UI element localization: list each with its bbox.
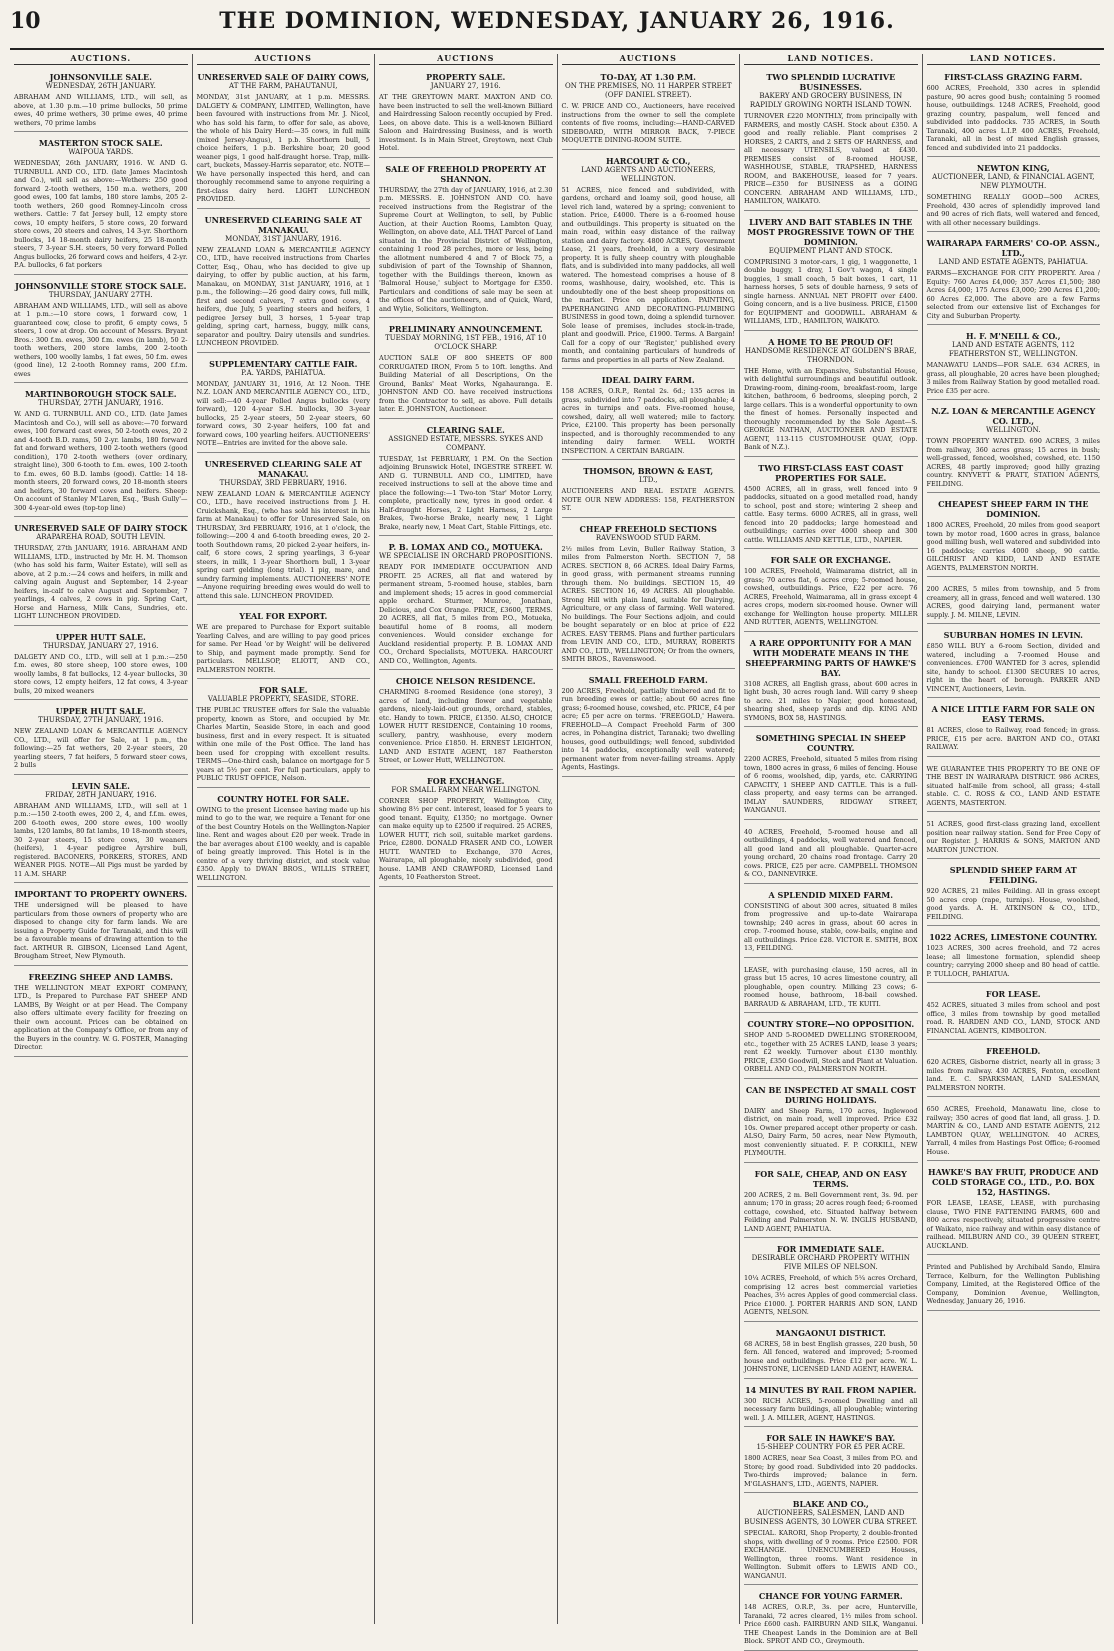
ad-title: P. B. LOMAX AND CO., MOTUEKA. (388, 542, 543, 552)
advertisement (744, 730, 918, 820)
ad-title: JOHNSONVILLE STORE STOCK SALE. (15, 280, 187, 291)
ad-title: SMALL FREEHOLD FARM. (588, 674, 708, 685)
advertisement (744, 1166, 918, 1239)
ad-body: READY FOR IMMEDIATE OCCUPATION AND PROFIT. 25 ACRES, all flat and watered by permanent stream, 5-roomed house, stables, barn and implement sheds; 15 acres in good commercial apple orchard. Sturmer, Munroe, Jonathan, Delicious, and Cox Orange. PRICE, £3600, TERMS. 20 ACRES, all flat, 5 miles from P.O., Motueka, beautiful home of 8 rooms, all modern conveniences. Would consider exchange for Auckland residential property. P. B. LOMAX AND CO., Orchard Specialists, MOTUEKA. HARCOURT AND CO., Wellington, Agents. (379, 563, 553, 665)
ad-sub: EQUIPMENT PLANT AND STOCK. (768, 246, 893, 255)
ad-title: TO-DAY, AT 1.30 P.M. (600, 72, 696, 82)
masthead (10, 8, 1104, 50)
advertisement (927, 986, 1101, 1040)
advertisement (927, 1258, 1101, 1311)
ad-sub: P.A. YARDS, PAHIATUA. (241, 368, 326, 377)
ad-body: 1800 ACRES, Freehold, 20 miles from good seaport town by motor road, 1600 acres in grass, balance good milling bush, well watered and subdivided into 16 paddocks; carries 4000 sheep, 90 cattle. GILCHRIST AND KIDD, LAND AND ESTATE AGENTS, PALMERSTON NORTH. (926, 521, 1100, 572)
advertisement (744, 1430, 918, 1493)
ad-title: JOHNSONVILLE SALE. (49, 72, 152, 82)
ad-sub: LTD., (638, 476, 658, 484)
ad-sub: LAND AGENTS AND AUCTIONEERS, WELLINGTON. (581, 165, 716, 183)
ad-body: AUCTIONEERS AND REAL ESTATE AGENTS. NOTE OUR NEW ADDRESS: 158, FEATHERSTON ST. (561, 487, 735, 512)
advertisement (14, 886, 188, 966)
ad-title: HARCOURT & CO., (606, 155, 691, 166)
ad-title: CHEAPEST SHEEP FARM IN THE DOMINION. (938, 499, 1089, 519)
ad-title: PRELIMINARY ANNOUNCEMENT. (388, 324, 543, 334)
ad-body: COMPRISING 3 motor-cars, 1 gig, 1 waggonette, 1 double buggy, 1 dray, 1 Gov't wagon, 4 single buggies, 1 small coach, 5 bait boxes, 1 cart, 11 harness horses, 5 sets of double harness, 9 sets of single harness. ANNUAL NET PROFIT over £400. Going concern, and is a live business. PRICE, £1500 for EQUIPMENT and GOODWILL. ABRAHAM & WILLIAMS, LTD., HAMILTON, WAIKATO. (744, 257, 918, 325)
ad-sub: WE SPECIALISE IN ORCHARD PROPOSITIONS. (379, 552, 553, 560)
advertisement (927, 929, 1101, 983)
ad-body: C. W. PRICE AND CO., Auctioneers, have received instructions from the owner to sell the complete contents of five rooms, including:—HAND-CARVED SIDEBOARD, WITH MIRROR BACK, 7-PIECE MOQUETTE DINING-ROOM SUITE. (561, 102, 735, 144)
ad-body: DAIRY and Sheep Farm, 170 acres, Inglewood district, on main road, well improved. Price £32 10s. Owner prepared accept other property or cash. ALSO, Dairy Farm, 50 acres, near New Plymouth, most conveniently situated. F. P. CORKILL, NEW PLYMOUTH. (744, 1106, 918, 1157)
ad-body: FOR LEASE, LEASE, LEASE, with purchasing clause, TWO FINE FATTENING FARMS, 600 and 800 acres respectively, situated progressive centre of Waikato, nice railway and within easy distance of railhead. MILBURN AND CO., 39 QUEEN STREET, AUCKLAND. (926, 1199, 1100, 1250)
ad-body: CONSISTING of about 300 acres, situated 8 miles from progressive and up-to-date Wairarapa township; 240 acres in grass, about 60 acres in crop. 7-roomed house, stable, cow-bails, engine and all outbuildings. Price £28. VICTOR E. SMITH, BOX 13, FEILDING. (744, 901, 918, 952)
ad-title: UNRESERVED CLEARING SALE AT MANAKAU. (204, 458, 362, 479)
ad-title: IDEAL DAIRY FARM. (601, 375, 695, 385)
ad-body: 200 ACRES, 5 miles from township, and 5 from creamery, all in grass, fenced and well watered. 130 ACRES, good dairying land, permanent water supply. J. M. MILNE, LEVIN. (926, 585, 1100, 619)
ad-body: 40 ACRES, Freehold, 5-roomed house and all outbuildings, 4 paddocks, well watered and fenced, all good land and all ploughable. Quarter-acre young orchard, 20 chains road frontage. Carry 20 cows. PRICE, £25 per acre. CAMPBELL THOMSON & CO., DANNEVIRKE. (744, 827, 918, 878)
ad-title: THOMSON, BROWN & EAST, (583, 466, 714, 476)
ad-title: LIVERY AND BAIT STABLES IN THE MOST PROGRESSIVE TOWN OF THE DOMINION. (747, 216, 915, 247)
ad-sub: 15-SHEEP COUNTRY FOR £5 PER ACRE. (756, 1443, 906, 1451)
ad-body: THE PUBLIC TRUSTEE offers for Sale the valuable property, known as Store, and occupied by Mr. Charles Martin, Seaside Store, in each and good business, first and in every respect. It is situated within one mile of the Post Office. The land has been used for cropping with excellent results. TERMS—One-third cash, balance on mortgage for 5 years at 5½ per cent. For full particulars, apply to PUBLIC TRUST OFFICE, Nelson. (196, 706, 370, 782)
ad-title: CHOICE NELSON RESIDENCE. (395, 676, 536, 686)
ad-title: FOR IMMEDIATE SALE. (777, 1244, 885, 1254)
ad-title: FOR SALE. (258, 685, 308, 695)
ad-title: UNRESERVED CLEARING SALE AT MANAKAU. (204, 214, 362, 235)
ad-sub: AUCTIONEER, LAND, & FINANCIAL AGENT, NEW PLYMOUTH. (932, 173, 1095, 190)
column-5 (740, 53, 923, 1645)
ad-body: Printed and Published by Archibald Sando, Elmira Terrace, Kelburn, for the Wellington Publishing Company, Limited, at the Registered Office of the Company, Dominion Avenue, Wellington, Wednesday, January 26, 1916. (926, 1263, 1100, 1305)
advertisement (927, 1164, 1101, 1255)
ad-body: WEDNESDAY, 26th JANUARY, 1916. W. AND G. TURNBULL AND CO., LTD. (late James Macintosh and Co.), will sell as above:—Wethers: 250 good forward 2-tooth wethers, 150 m.a. wethers, 200 good ewes, 100 fat lambs, 180 store lambs, 205 2-tooth wethers, 260 good Romney-Lincoln cross wethers. Cattle: 7 fat Jersey bull, 12 empty store cows, 10 empty heifers, 5 store cows, 20 forward store cows, 20 steers and calves, 14 3-yr. Shorthorn bullocks, 14 18-month dairy heifers, 25 18-month steers, 7 3-year S.H. steers, 50 very forward Polled Angus bullocks, 26 forward cows and heifers, 4 2-yr. P.A. bullocks, 6 fat porkers (14, 159, 188, 269)
ad-sub: WAIPOUA YARDS. (68, 148, 134, 156)
advertisement (927, 496, 1101, 577)
ad-title: UNRESERVED SALE OF DAIRY COWS, (197, 72, 370, 82)
advertisement (197, 682, 371, 788)
ad-title: SUBURBAN HOMES IN LEVIN. (943, 630, 1083, 640)
advertisement (14, 520, 188, 626)
ad-sub: THURSDAY, JANUARY 27TH. (48, 290, 153, 299)
ad-title: UPPER HUTT SALE. (55, 631, 146, 642)
ad-sub: MONDAY, 31ST JANUARY, 1916. (225, 234, 342, 243)
ad-body: 452 ACRES, situated 3 miles from school and post office, 3 miles from township by good metalled road. R. HARDEN AND CO., LAND, STOCK AND FINANCIAL AGENTS, KIMBOLTON. (926, 1001, 1100, 1035)
ad-sub: ON THE PREMISES, NO. 11 HARPER STREET (OFF DANIEL STREET). (564, 82, 732, 99)
ad-sub: WEDNESDAY, 26TH JANUARY. (45, 82, 156, 90)
ad-sub: THURSDAY, 27TH JANUARY, 1916. (38, 716, 164, 724)
ad-sub: JANUARY 27, 1916. (430, 82, 501, 90)
ad-title: FOR SALE OR EXCHANGE. (770, 555, 891, 565)
ad-title: FOR SALE IN HAWKE'S BAY. (766, 1433, 896, 1443)
ad-body: OWING to the present Licensee having made up his mind to go to the war, we require a Tenant for one of the best Country Hotels on the Wellington-Napier line. Rent and wages about £20 per week. Trade in the bar averages about £100 weekly, and is capable of being greatly improved. This Hotel is in the centre of a very thriving district, and stock value £350. Apply to DWAN BROS., WILLIS STREET, WELLINGTON. (196, 805, 370, 882)
ad-body: TUESDAY, 1st FEBRUARY, 1 P.M. On the Section adjoining Brunswick Hotel, INGESTRE STREET. W. AND G. TURNBULL AND CO., LIMITED, have received instructions to sell at the above time and place the following:—1 Two-ton 'Star' Motor Lorry, complete, practically new, tyres in good order. 4 Half-draught Horses, 2 Light Harness, 2 Large Brakes, Two-horse Brake, nearly new, 1 Light Brake, nearly new, 1 Meat Cart, Stable Fittings, etc. (379, 454, 553, 531)
ad-body: 51 ACRES, good first-class grazing land, excellent position near railway station. Send for Free Copy of our Register. J. HARRIS & SONS, MARTON AND MARTON JUNCTION. (926, 820, 1100, 854)
ad-body: 10¼ ACRES, Freehold, of which 5¼ acres Orchard, comprising 12 acres best commercial varieties Peaches, 3½ acres Apples of good commercial class. Price £1000. J. PORTER HARRIS AND SON, LAND AGENTS, NELSON. (744, 1274, 918, 1316)
advertisement (562, 521, 736, 669)
ad-title: FREEZING SHEEP AND LAMBS. (28, 971, 173, 982)
ad-title: BLAKE AND CO., (792, 1499, 869, 1509)
ad-title: COUNTRY HOTEL FOR SALE. (217, 793, 350, 804)
ad-body: 68 ACRES, 58 in best English grasses, 220 bush, 50 fern. All fenced, watered and improved; 5-roomed house and outbuildings. Price £12 per acre. W. L. JOHNSTONE, LICENSED LAND AGENT, HAWERA. (744, 1339, 918, 1373)
ad-title: SOMETHING SPECIAL IN SHEEP COUNTRY. (755, 733, 906, 753)
ad-body: THE Home, with an Expansive, Substantial House, with delightful surroundings and beautiful outlook. Drawing-room, dining-room, breakfast-room, large kitchen, bathroom, 6 bedrooms, sleeping porch, 2 large cellars. This is a wonderful opportunity to own the finest of homes. Personally inspected and thoroughly recommended by the Sole Agent—S. GEORGE NATHAN, AUCTIONEER AND ESTATE AGENT, 113-115 CUSTOMHOUSE QUAY, (Opp. Bank of N.Z.). (744, 366, 918, 451)
ad-title: CHEAP FREEHOLD SECTIONS (579, 523, 717, 534)
ad-sub: RAVENSWOOD STUD FARM. (595, 533, 701, 542)
ad-body: 200 ACRES, Freehold, partially timbered and fit to run breeding ewes or cattle; about 60 acres fine grass; 6-roomed house, cowshed, etc. PRICE, £4 per acre; £5 per acre on terms. 'FREEGOLD,' Hawera. FREEHOLD—A Compact Freehold Farm of 300 acres, in Pohangina district, Taranaki; two dwelling houses, good outbuildings; well fenced, subdivided into 14 paddocks, exceptionally well watered; permanent water from never-failing streams. Apply Agents, Hastings. (561, 686, 735, 771)
advertisement (744, 1382, 918, 1428)
ad-body: SHOP AND 5-ROOMED DWELLING STOREROOM, etc., together with 25 ACRES LAND, lease 3 years; rent £2 weekly. Turnover about £130 monthly. PRICE, £350 Goodwill, Stock and Plant at Valuation. ORBELL AND CO., PALMERSTON NORTH. (744, 1031, 918, 1073)
column-6 (923, 54, 1105, 1624)
advertisement (379, 539, 553, 670)
ad-title: A HOME TO BE PROUD OF! (768, 336, 894, 347)
ad-body: SOMETHING REALLY GOOD—500 ACRES, Freehold, 430 acres of splendidly improved land and 90 acres of rich flats, well watered and fenced, with all other necessary buildings. (926, 193, 1100, 227)
advertisement (927, 1043, 1101, 1097)
advertisement (379, 161, 553, 319)
advertisement (14, 629, 188, 701)
ad-title: LEVIN SALE. (71, 780, 130, 791)
advertisement (927, 701, 1101, 757)
ad-title: SUPPLEMENTARY CATTLE FAIR. (209, 358, 358, 369)
ad-body: AT THE GREYTOWN MART. MAXTON AND CO. have been instructed to sell the well-known Billiard and Hairdressing Saloon recently occupied by Fred. Lees, on above date. This is a well-known Billiard Saloon and Hairdressing Business, and is worth investment. Is in Main Street, Greytown, next Club Hotel. (379, 93, 553, 152)
ad-sub: WELLINGTON. (986, 426, 1041, 434)
ad-body: NEW ZEALAND LOAN & MERCANTILE AGENCY CO., LTD., have received instructions from J. H. Cruickshank, Esq., (who has sold his interest in his farm at Manakau) to offer for Unreserved Sale, on THURSDAY, 3rd FEBRUARY, 1916, at 1 o'clock, the following:—200 4 and 6-tooth breeding ewes, 20 2-tooth Southdown rams, 20 picked 2-year heifers, in-calf, 6 store cows, 2 spring yearlings, 3 6-year steers, in milk, 1 3-year Shorthorn bull, 1 3-year spring cart gelding (long trial). 1 pig, mare, and sundry farming implements. AUCTIONEERS' NOTE—Anyone requiring breeding ewes would do well to attend this sale. LUNCHEON PROVIDED. (196, 489, 370, 600)
advertisement (14, 135, 188, 275)
ad-title: PROPERTY SALE. (426, 72, 506, 82)
ad-title: HAWKE'S BAY FRUIT, PRODUCE AND COLD STORAGE CO., LTD., P.O. BOX 152, HASTINGS. (928, 1167, 1099, 1197)
advertisement (197, 212, 371, 353)
page-number: 10 (10, 8, 41, 34)
advertisement (744, 214, 918, 331)
advertisement (197, 356, 371, 453)
advertisement (744, 1016, 918, 1079)
ad-title: A NICE LITTLE FARM FOR SALE ON EASY TERMS. (931, 704, 1095, 724)
column-1 (10, 54, 193, 1624)
advertisement (379, 773, 553, 887)
ad-sub: FOR SMALL FARM NEAR WELLINGTON. (391, 785, 541, 794)
ad-title: A SPLENDID MIXED FARM. (768, 889, 894, 900)
ad-body: THURSDAY, 27th JANUARY, 1916. ABRAHAM AND WILLIAMS, LTD., instructed by Mr. H. M. Thomson (who has sold his farm, Waiter Estate), will sell as above, at 2 p.m.:—24 cows and heifers, in milk and calving again August and September, 14 2-year heifers, in-calf to calve August and September, 7 yearlings, 4 calves, 2 cows in pig. Spring Cart, Horse and Harness, Milk Cans, Sundries, etc. LIGHT LUNCHEON PROVIDED. (14, 544, 188, 620)
ad-body: CORNER SHOP PROPERTY, Wellington City, showing 8½ per cent. interest, leased for 5 years to good tenant. Equity, £1350; no mortgage. Owner can make equity up to £2500 if required. 25 ACRES, LOWER HUTT, rich soil, suitable market gardens. Price, £2800. DONALD FRASER AND CO., LOWER HUTT. WANTED to Exchange, 370 Acres, Wairarapa, all ploughable, nicely subdivided, good house. LAMB AND CRAWFORD, Licensed Land Agents, 10 Featherston Street. (379, 796, 553, 881)
ad-title: CAN BE INSPECTED AT SMALL COST DURING HOLIDAYS. (745, 1084, 916, 1105)
advertisement (927, 760, 1101, 813)
ad-title: FOR LEASE. (985, 989, 1041, 999)
ad-body: ABRAHAM AND WILLIAMS, LTD., will sell, as above, at 1.30 p.m.—10 prime bullocks, 50 prime ewes, 40 prime wethers, 30 prime ewes, 40 prime wethers, 70 prime lambs (14, 93, 188, 127)
advertisement (927, 1100, 1101, 1161)
ad-sub: BAKERY AND GROCERY BUSINESS, IN RAPIDLY GROWING NORTH ISLAND TOWN. (749, 92, 912, 109)
advertisement (927, 580, 1101, 624)
masthead-title: THE DOMINION, WEDNESDAY, JANUARY 26, 1916. (219, 8, 895, 34)
advertisement (744, 1588, 918, 1651)
ad-body: AUCTION SALE OF 800 SHEETS OF 800 CORRUGATED IRON, From 5 to 10ft. lengths. And Building Material of all Descriptions, On the Ground, Banks' Meat Works, Ngahauranga. E. JOHNSTON AND CO. have received instructions from the Contractor to sell, as above. Full details later. E. JOHNSTON, Auctioneer. (379, 354, 553, 413)
ad-sub: ARAPAREHA ROAD, SOUTH LEVIN. (36, 533, 166, 541)
ad-title: IMPORTANT TO PROPERTY OWNERS. (14, 889, 188, 899)
advertisement (744, 887, 918, 958)
ad-title: MASTERTON STOCK SALE. (38, 138, 163, 148)
column-heading: AUCTIONS. (14, 54, 188, 65)
advertisement (14, 703, 188, 775)
ad-title: NEWTON KING, (976, 163, 1050, 173)
ad-sub: HANDSOME RESIDENCE AT GOLDEN'S BRAE, THORNDON. (744, 346, 917, 364)
ad-body: ABRAHAM AND WILLIAMS, LTD., will sell as above at 1 p.m.:—10 store cows, 1 forward cow, 1 guaranteed cow, close to profit, 6 empty cows, 5 steers, 1 cow at drop. On account of Messrs. Bryant Bros.: 300 f.m. ewes, 300 f.m. ewes (in lamb), 50 2-tooth wethers, 200 store lambs, 200 2-tooth wethers, 100 woolly lambs, 1 fat ewes, 50 f.m. ewes (good line), 12 2-tooth Romney rams, 200 f.f.m. ewes (14, 301, 188, 378)
ad-body: MANAWATU LANDS—FOR SALE. 634 ACRES, in grass, all ploughable, 20 acres have been ploughed; 3 miles from Railway Station by good metalled road. Price £35 per acre. (926, 361, 1100, 395)
ad-sub: AUCTIONEERS, SALESMEN, LAND AND BUSINESS AGENTS, 30 LOWER CUBA STREET. (744, 1509, 918, 1526)
ad-body: 2½ miles from Levin, Buller Railway Station, 3 miles from Palmerston North. SECTION 7, 58 ACRES. SECTION 8, 66 ACRES. Ideal Dairy Farms, in good grass, with permanent streams running through them. No buildings. SECTION 15, 49 ACRES. SECTION 16, 49 ACRES. All ploughable. Strong Hill with plain land, suitable for Dairying, Agriculture, or any class of farming. Well watered. No buildings. The Four Sections adjoin, and could be bought separately or en bloc at price of £22 ACRES. EASY TERMS. Plans and further particulars from LEVIN AND CO., LTD., MURRAY, ROBERTS AND CO., LTD., WELLINGTON; Or from the owners, SMITH BROS., Ravenswood. (561, 544, 735, 663)
advertisement (197, 69, 371, 209)
advertisement (927, 160, 1101, 232)
ad-body: 300 RICH ACRES, 5-roomed Dwelling and all necessary farm buildings, all ploughable; wintering well. J. A. MILLER, AGENT, HASTINGS. (744, 1396, 918, 1422)
column-heading: LAND NOTICES. (927, 54, 1101, 65)
ad-body: TURNOVER £220 MONTHLY, from principally with FARMERS, and mostly CASH. Stock about £350. A good and really reliable. Plant comprises 2 HORSES, 2 CARTS, and 2 SETS OF HARNESS, and all necessary UTENSILS, valued at £430. PREMISES consist of 8-roomed HOUSE, WASHHOUSE, STABLE, TRAPSHED, HARNESS ROOM, and BAKEHOUSE, leased for 7 years. PRICE—£350 for BUSINESS as a GOING CONCERN. ABRAHAM AND WILLIAMS, LTD., HAMILTON, WAIKATO. (744, 112, 918, 205)
ad-title: MARTINBOROUGH STOCK SALE. (24, 389, 177, 399)
columns-container (10, 53, 1104, 1645)
ad-body: CHARMING 8-roomed Residence (one storey), 3 acres of land, including flower and vegetable gardens, nicely-laid-out grounds, orchard, stables, etc. Handy to town. PRICE, £1350. ALSO, CHOICE LOWER HUTT RESIDENCE, Containing 10 rooms, scullery, pantry, washhouse, every modern convenience. Price £1850. H. ERNEST LEIGHTON, LAND AND ESTATE AGENT, 187 Featherston Street, or Lower Hutt, WELLINGTON. (379, 688, 553, 764)
ad-body: 2200 ACRES, Freehold, situated 5 miles from rising town, 1800 acres in grass, 6 miles of fencing. House of 6 rooms, woolshed, dip, yards, etc. CARRYING CAPACITY, 1 SHEEP AND CATTLE. This is a full-class property, and easy terms can be arranged. IMLAY SAUNDERS, RIDGWAY STREET, WANGANUI. (744, 755, 918, 814)
ad-title: CLEARING SALE. (426, 424, 505, 435)
ad-title: H. F. M'NEILL & CO., (965, 331, 1061, 341)
ad-sub: TUESDAY MORNING, 1ST FEB., 1916, AT 10 O'CLOCK SHARP. (385, 334, 547, 351)
advertisement (197, 456, 371, 606)
advertisement (927, 862, 1101, 926)
ad-title: 1022 ACRES, LIMESTONE COUNTRY. (929, 932, 1098, 942)
ad-title: COUNTRY STORE—NO OPPOSITION. (747, 1019, 915, 1029)
ad-body: 1800 ACRES, near Sea Coast, 3 miles from P.O. and Store; by good road. Subdivided into 20 paddocks. Two-thirds improved; balance in fern. M'GLASHAN'S, LTD., AGENTS, NAPIER. (744, 1454, 918, 1488)
advertisement (197, 791, 371, 888)
advertisement (197, 608, 371, 679)
advertisement (744, 552, 918, 632)
column-heading: AUCTIONS (562, 54, 736, 65)
advertisement (562, 153, 736, 370)
advertisement (927, 403, 1101, 493)
advertisement (744, 1496, 918, 1585)
ad-body: NEW ZEALAND LOAN & MERCANTILE AGENCY CO., LTD., will offer for Sale, at 1 p.m., the following:—25 fat wethers, 20 2-year steers, 20 yearling steers, 7 fat heifers, 5 forward steer cows, 2 bulls (14, 727, 188, 769)
ad-title: SPLENDID SHEEP FARM AT FEILDING. (949, 865, 1077, 885)
column-3 (375, 54, 558, 1624)
ad-sub: FRIDAY, 28TH JANUARY, 1916. (45, 790, 157, 799)
ad-title: FREEHOLD. (986, 1046, 1041, 1056)
ad-body: DALGETY AND CO., LTD., will sell at 1 p.m.:—250 f.m. ewes, 80 store sheep, 100 store ewes, 100 woolly lambs, 8 fat bullocks, 12 4-year bullocks, 30 store cows, 12 empty heifers, 12 fat cows, 4 3-year bulls, 20 mixed weaners (14, 652, 188, 695)
ad-body: 650 ACRES, Freehold, Manawatu line, close to railway; 350 acres of good flat land, all grass. J. D. MARTIN & CO., LAND AND ESTATE AGENTS, 212 LAMBTON QUAY, WELLINGTON. 40 ACRES, Yarrall, 4 miles from Hastings Post Office; 6-roomed House. (926, 1105, 1100, 1156)
advertisement (14, 386, 188, 517)
ad-body: TOWN PROPERTY WANTED. 690 ACRES, 3 miles from railway, 360 acres grass; 15 acres in bush; well-grassed, fenced, woolshed, cowshed, etc. 1150 ACRES, 48 partly improved; good hilly grazing country. KNYVETT & PRATT, STATION AGENTS, FEILDING. (926, 437, 1100, 488)
ad-body: 620 ACRES, Gisborne district, nearly all in grass; 3 miles from railway. 430 ACRES, Fenton, excellent land. E. C. SPARKSMAN, LAND SALESMAN, PALMERSTON NORTH. (926, 1058, 1100, 1092)
ad-body: ABRAHAM AND WILLIAMS, LTD., will sell at 1 p.m.:—150 2-tooth ewes, 200 2, 4, and f.f.m. ewes, 200 6-tooth ewes, 200 store ewes, 100 woolly lambs, 120 lambs, 80 fat lambs, 10 18-month steers, 30 2-year steers, 15 store cows, 30 weaners (heifers), 1 4-year pedigree Ayrshire bull, registered. BACONERS, PORKERS, STORES, AND WEANER PIGS. NOTE—All Pigs must be yarded by 11 A.M. SHARP. (14, 801, 188, 878)
ad-body: 3108 ACRES, all English grass, about 600 acres in light bush, 30 acres rough land. Will carry 9 sheep to acre. 21 miles to Napier, good homestead, shearing shed, sheep yards and dip. KING AND SYMONS, BOX 58, HASTINGS. (744, 679, 918, 722)
ad-title: N.Z. LOAN & MERCANTILE AGENCY CO. LTD., (931, 406, 1096, 426)
ad-sub: VALUABLE PROPERTY, SEASIDE, STORE. (207, 695, 359, 703)
ad-body: 100 ACRES, Freehold, Waimarama district, all in grass; 70 acres flat, 6 acres crop; 5-roomed house, cowshed, outbuildings. Price, £22 per acre. 76 ACRES, Freehold, Waimarama, all in grass except 4 acres crops, modern six-roomed house. Owner will exchange for Wellington house property. MILLER AND RUTTER, AGENTS, WELLINGTON. (744, 567, 918, 626)
ad-title: TWO FIRST-CLASS EAST COAST PROPERTIES FOR SALE. (758, 462, 904, 483)
column-2 (193, 54, 376, 1624)
column-heading: AUCTIONS (379, 54, 553, 65)
ad-title: WAIRARAPA FARMERS' CO-OP. ASSN., LTD., (926, 238, 1100, 258)
column-heading: LAND NOTICES. (744, 54, 918, 65)
column-heading: AUCTIONS (197, 54, 371, 65)
ad-body: 81 ACRES, close to Railway, road fenced; in grass. PRICE, £15 per acre. BARTON AND CO., OTAKI RAILWAY. (926, 726, 1100, 751)
advertisement (379, 69, 553, 158)
ad-body: THE undersigned will be pleased to have particulars from those owners of property who are disposed to change city for farm lands. We are issuing a Property Guide for Taranaki, and this will be a favourable means of drawing attention to the fact. ARTHUR R. GIBSON, Licensed Land Agent, Brougham Street, New Plymouth. (14, 901, 188, 960)
ad-body: THURSDAY, the 27th day of JANUARY, 1916, at 2.30 p.m. MESSRS. E. JOHNSTON AND CO. have received instructions from the Registrar of the Supreme Court at Wellington, to sell, by Public Auction, at their Auction Rooms, Lambton Quay, Wellington, on above date, ALL THAT Parcel of Land situated in the Provincial District of Wellington, containing 1 rood 28 perches, more or less, being the allotment numbered 4 and 7 of Block 75, a subdivision of part of the Township of Shannon, together with the Buildings thereon, known as 'Balmoral House,' subject to Mortgage for £350. Particulars and conditions of sale may be seen at the offices of the auctioneers, and of Quick, Ward, and Wylie, Solicitors, Wellington. (379, 185, 553, 313)
advertisement (562, 69, 736, 150)
ad-body: 600 ACRES, Freehold, 330 acres in splendid pasture, 90 acres good bush; containing 5 roomed house, outbuildings. 1248 ACRES, Freehold, good grazing country, paspalum, well fenced and subdivided into paddocks. 735 ACRES, in South Taranaki, 400 acres L.I.P. 400 ACRES, Freehold, Taranaki, all in best of mixed English grasses, fenced and subdivided into 21 paddocks. (926, 84, 1100, 152)
ad-sub: ASSIGNED ESTATE, MESSRS. SYKES AND COMPANY. (388, 434, 544, 452)
ad-body: FARMS—EXCHANGE FOR CITY PROPERTY. Area / Equity: 760 Acres £4,000; 357 Acres £1,500; 380 Acres £4,000; 175 Acres £3,000; 290 Acres £1,200; 60 Acres £2,000. The above are a few Farms selected from our extensive list of Exchanges for City and Suburban Property. (926, 269, 1100, 320)
advertisement (744, 334, 918, 457)
ad-body: £850 WILL BUY a 6-room Section, divided and watered, including a 7-roomed House and conveniences. £700 WANTED for 3 acres, splendid site, handy to school. £1300 SECURES 10 acres, right in the heart of borough. PARKER AND VINCENT, Auctioneers, Levin. (926, 642, 1100, 693)
advertisement (744, 460, 918, 550)
ad-body: 148 ACRES, O.R.P., 3s. per acre, Hunterville, Taranaki, 72 acres cleared, 1½ miles from school. Price £600 cash. FAIRBURN AND SILK, Wanganui. THE Cheapest Lands in the Dominion are at Bell Block. SPROT AND CO., Greymouth. (744, 1603, 918, 1645)
ad-title: FOR SALE, CHEAP, AND ON EASY TERMS. (754, 1168, 907, 1189)
ad-body: MONDAY, 31st JANUARY, at 1 p.m. MESSRS. DALGETY & COMPANY, LIMITED, Wellington, have been favoured with instructions from Mr. J. Nicol, who has sold his farm, to offer for sale, as above, the whole of his Dairy Herd:—35 cows, in full milk (mixed Jersey-Angus), 1 p.b. Shorthorn bull, 5 choice heifers, 1 p.b. Berkshire boar, 20 good weaner pigs, 1 good half-draught horse. Trap, milk-cart, buckets, Massey-Harris separator, etc. NOTE—We have personally inspected this herd, and can thoroughly recommend same to anyone requiring a first-class dairy herd. LIGHT LUNCHEON PROVIDED. (196, 93, 370, 203)
advertisement (14, 778, 188, 884)
advertisement (744, 961, 918, 1014)
ad-body: MONDAY, JANUARY 31, 1916, At 12 Noon. THE N.Z. LOAN AND MERCANTILE AGENCY CO., LTD., will sell:—40 4-year Polled Angus bullocks (very forward), 120 4-year S.H. bullocks, 30 3-year bullocks, 25 2-year steers, 50 2-year steers, 60 forward cows, 30 2-year heifers, 100 fat and forward cows, 100 yearling heifers. AUCTIONEERS' NOTE—Entries are invited for the above sale. (196, 379, 370, 447)
advertisement (744, 1082, 918, 1163)
ad-title: YEAL FOR EXPORT. (239, 611, 328, 621)
ad-title: SALE OF FREEHOLD PROPERTY AT SHANNON. (385, 163, 547, 184)
ad-title: TWO SPLENDID LUCRATIVE BUSINESSES. (766, 72, 896, 92)
ad-title: UPPER HUTT SALE. (55, 706, 146, 716)
ad-sub: LAND AND ESTATE AGENTS, PAHIATUA. (938, 258, 1088, 266)
ad-body: WE are prepared to Purchase for Export suitable Yearling Calves, and are willing to pay good prices for same. Per Head 'or by Weight' will be delivered to Ship, and payment made promptly. Send for particulars. MELLSOP, ELIOTT, AND CO., PALMERSTON NORTH. (196, 623, 370, 674)
ad-body: NEW ZEALAND LOAN & MERCANTILE AGENCY CO., LTD., have received instructions from Charles Cotter, Esq., Ohau, who has decided to give up dairying, to offer by public auction, at his farm, Manakau, on MONDAY, 31st JANUARY, 1916, at 1 p.m., the following:—26 good dairy cows, full milk, first and second calvers, 7 extra good cows, 4 heifers, due July, 5 yearling steers and heifers, 1 pedigree Jersey bull, 3 horses, 1 5-year trap gelding, spring cart, harness, buggy, milk cans, separator and poultry. Dairy utensils and sundries. LUNCHEON PROVIDED. (196, 245, 370, 347)
ad-title: CHANCE FOR YOUNG FARMER. (758, 1591, 903, 1601)
advertisement (744, 1241, 918, 1322)
ad-body: 158 ACRES, O.R.P., Rental 2s. 6d.; 135 acres in grass, subdivided into 7 paddocks, all ploughable; 4 acres in turnips and oats. Five-roomed house, cowshed, dairy, all well watered; mile to factory. Price, £2100. This property has been personally inspected, and is thoroughly recommended to any intending dairy farmer. WELL WORTH INSPECTION. A CERTAIN BARGAIN. (561, 387, 735, 455)
ad-title: 14 MINUTES BY RAIL FROM NAPIER. (745, 1384, 917, 1395)
ad-title: UNRESERVED SALE OF DAIRY STOCK (14, 523, 188, 533)
ad-sub: THURSDAY, JANUARY 27, 1916. (43, 641, 159, 650)
ad-title: A RARE OPPORTUNITY FOR A MAN WITH MODERATE MEANS IN THE SHEEPFARMING PARTS OF HAWKE'S BAY. (745, 637, 917, 678)
ad-body: WE GUARANTEE THIS PROPERTY TO BE ONE OF THE BEST IN WAIRARAPA DISTRICT. 986 ACRES, situated half-mile from school, all grass; 4-stall stable. C. C. ROSS & CO., LAND AND ESTATE AGENTS, MASTERTON. (926, 764, 1100, 807)
ad-body: W. AND G. TURNBULL AND CO., LTD. (late James Macintosh and Co.), will sell as above:—70 forward ewes, 100 forward cast ewes, 50 2-tooth ewes, 20 2 and 4-tooth B.D. rams, 50 2-yr. lambs, 180 forward fat and forward wethers, 100 2-tooth wethers (good condition), 170 2-tooth wethers (over ordinary, straight line), 300 6-tooth to f.m. ewes, 100 2-tooth to f.m. ewes, 60 B.D. lambs (good). Cattle: 14 18-month steers, 20 forward cows, 20 18-month steers and heifers, 30 forward cows and heifers. Sheep: On account of Stanley M'Laren, Esq., 'Bush Gully'—300 4-year-old ewes (top-top line) (14, 410, 188, 512)
advertisement (379, 422, 553, 537)
advertisement (744, 635, 918, 728)
advertisement (927, 235, 1101, 325)
ad-title: MANGAONUI DISTRICT. (775, 1327, 886, 1338)
advertisement (927, 69, 1101, 157)
advertisement (14, 69, 188, 132)
advertisement (14, 969, 188, 1057)
ad-sub: LAND AND ESTATE AGENTS, 112 FEATHERSTON ST., WELLINGTON. (948, 341, 1078, 358)
advertisement (379, 321, 553, 419)
ad-body: THE WELLINGTON MEAT EXPORT COMPANY, LTD., Is Prepared to Purchase FAT SHEEP AND LAMBS, By Weight or at per Head. The Company also offers ultimate every facility for freezing on their own account. Prices can be obtained on application at the Company's Office, or from any of the Buyers in the country. W. G. FOSTER, Managing Director. (14, 983, 188, 1051)
ad-body: 51 ACRES, nice fenced and subdivided, with gardens, orchard and loamy soil, good house, all level rich land, watered by a spring; convenient to station. Price, £4000. There is a 6-roomed house and outbuildings. This property is situated on the main road, within easy distance of the railway station and dairy factory. 4800 ACRES, Government Lease, 21 years, freehold, in a very desirable property. It is fully sheep country with ploughable flats, and is subdivided into many paddocks, all well watered. The homestead comprises a house of 8 rooms, washhouse, dairy, woolshed, etc. This is undoubtedly one of the best sheep propositions on the market. Price on application. PAINTING, PAPERHANGING AND DECORATING-PLUMBING BUSINESS in good town, doing a splendid turnover. Sole lease of premises, includes stock-in-trade, plant and goodwill. Price, £1900. Terms. A Bargain! Call for a copy of our 'Register,' published every month, and containing particulars of hundreds of farms and properties in all parts of New Zealand. (561, 185, 735, 364)
advertisement (927, 328, 1101, 400)
ad-sub: THURSDAY, 3RD FEBRUARY, 1916. (219, 478, 347, 487)
ad-body: 4500 ACRES, all in grass, well fenced into 9 paddocks, situated on a good metalled road, handy to school, post and store; wintering 2 sheep and cattle. Easy terms. 6000 ACRES, all in grass, well fenced into 20 paddocks; large homestead and outbuildings; carries over 4000 sheep and 300 cattle. WILLIAMS AND KETTLE, LTD., NAPIER. (744, 484, 918, 544)
ad-title: FIRST-CLASS GRAZING FARM. (944, 72, 1083, 82)
ad-body: 1023 ACRES, 300 acres freehold, and 72 acres lease; all limestone formation, splendid sheep country; carrying 2000 sheep and 80 head of cattle. P. TULLOCH, PAHIATUA. (926, 944, 1100, 978)
ad-sub: AT THE FARM, PAHAUTANUI, (229, 82, 338, 90)
ad-title: FOR EXCHANGE. (427, 775, 505, 786)
advertisement (562, 672, 736, 777)
advertisement (927, 815, 1101, 859)
advertisement (744, 1325, 918, 1379)
column-4 (558, 54, 741, 1624)
advertisement (379, 673, 553, 770)
ad-body: 920 ACRES, 21 miles Feilding. All in grass except 50 acres crop (rape, turnips). House, woolshed, good yards. A. H. ATKINSON & CO., LTD., FEILDING. (926, 887, 1100, 921)
ad-body: SPECIAL. KARORI, Shop Property, 2 double-fronted shops, with dwelling of 9 rooms. Price £2500. FOR EXCHANGE. UNENCUMBERED Houses, Wellington, three rooms. Want residence in Wellington. Submit offers to LEWIS AND CO., WANGANUI. (744, 1529, 918, 1580)
advertisement (562, 372, 736, 460)
ad-sub: DESIRABLE ORCHARD PROPERTY WITHIN FIVE MILES OF NELSON. (751, 1254, 910, 1271)
ad-body: 200 ACRES, 2 m. Bell Government rent, 3s. 9d. per annum; 170 in grass; 20 acres rough feed; 6-roomed cottage, cowshed, etc. Situated halfway between Feilding and Palmerston N. W. INGLIS HUSBAND, LAND AGENT, PAHIATUA. (744, 1190, 918, 1233)
advertisement (744, 823, 918, 884)
ad-body: LEASE, with purchasing clause, 150 acres, all in grass but 15 acres, 10 acres limestone country, all ploughable, open country. Milking 23 cows; 6-roomed house, bathroom, 18-bail cowshed. BARRAUD & ABRAHAM, LTD., TE KUITI. (744, 965, 918, 1008)
ad-sub: THURSDAY, 27TH JANUARY, 1916. (38, 399, 164, 407)
advertisement (562, 463, 736, 518)
advertisement (14, 278, 188, 384)
advertisement (927, 627, 1101, 698)
advertisement (744, 69, 918, 211)
